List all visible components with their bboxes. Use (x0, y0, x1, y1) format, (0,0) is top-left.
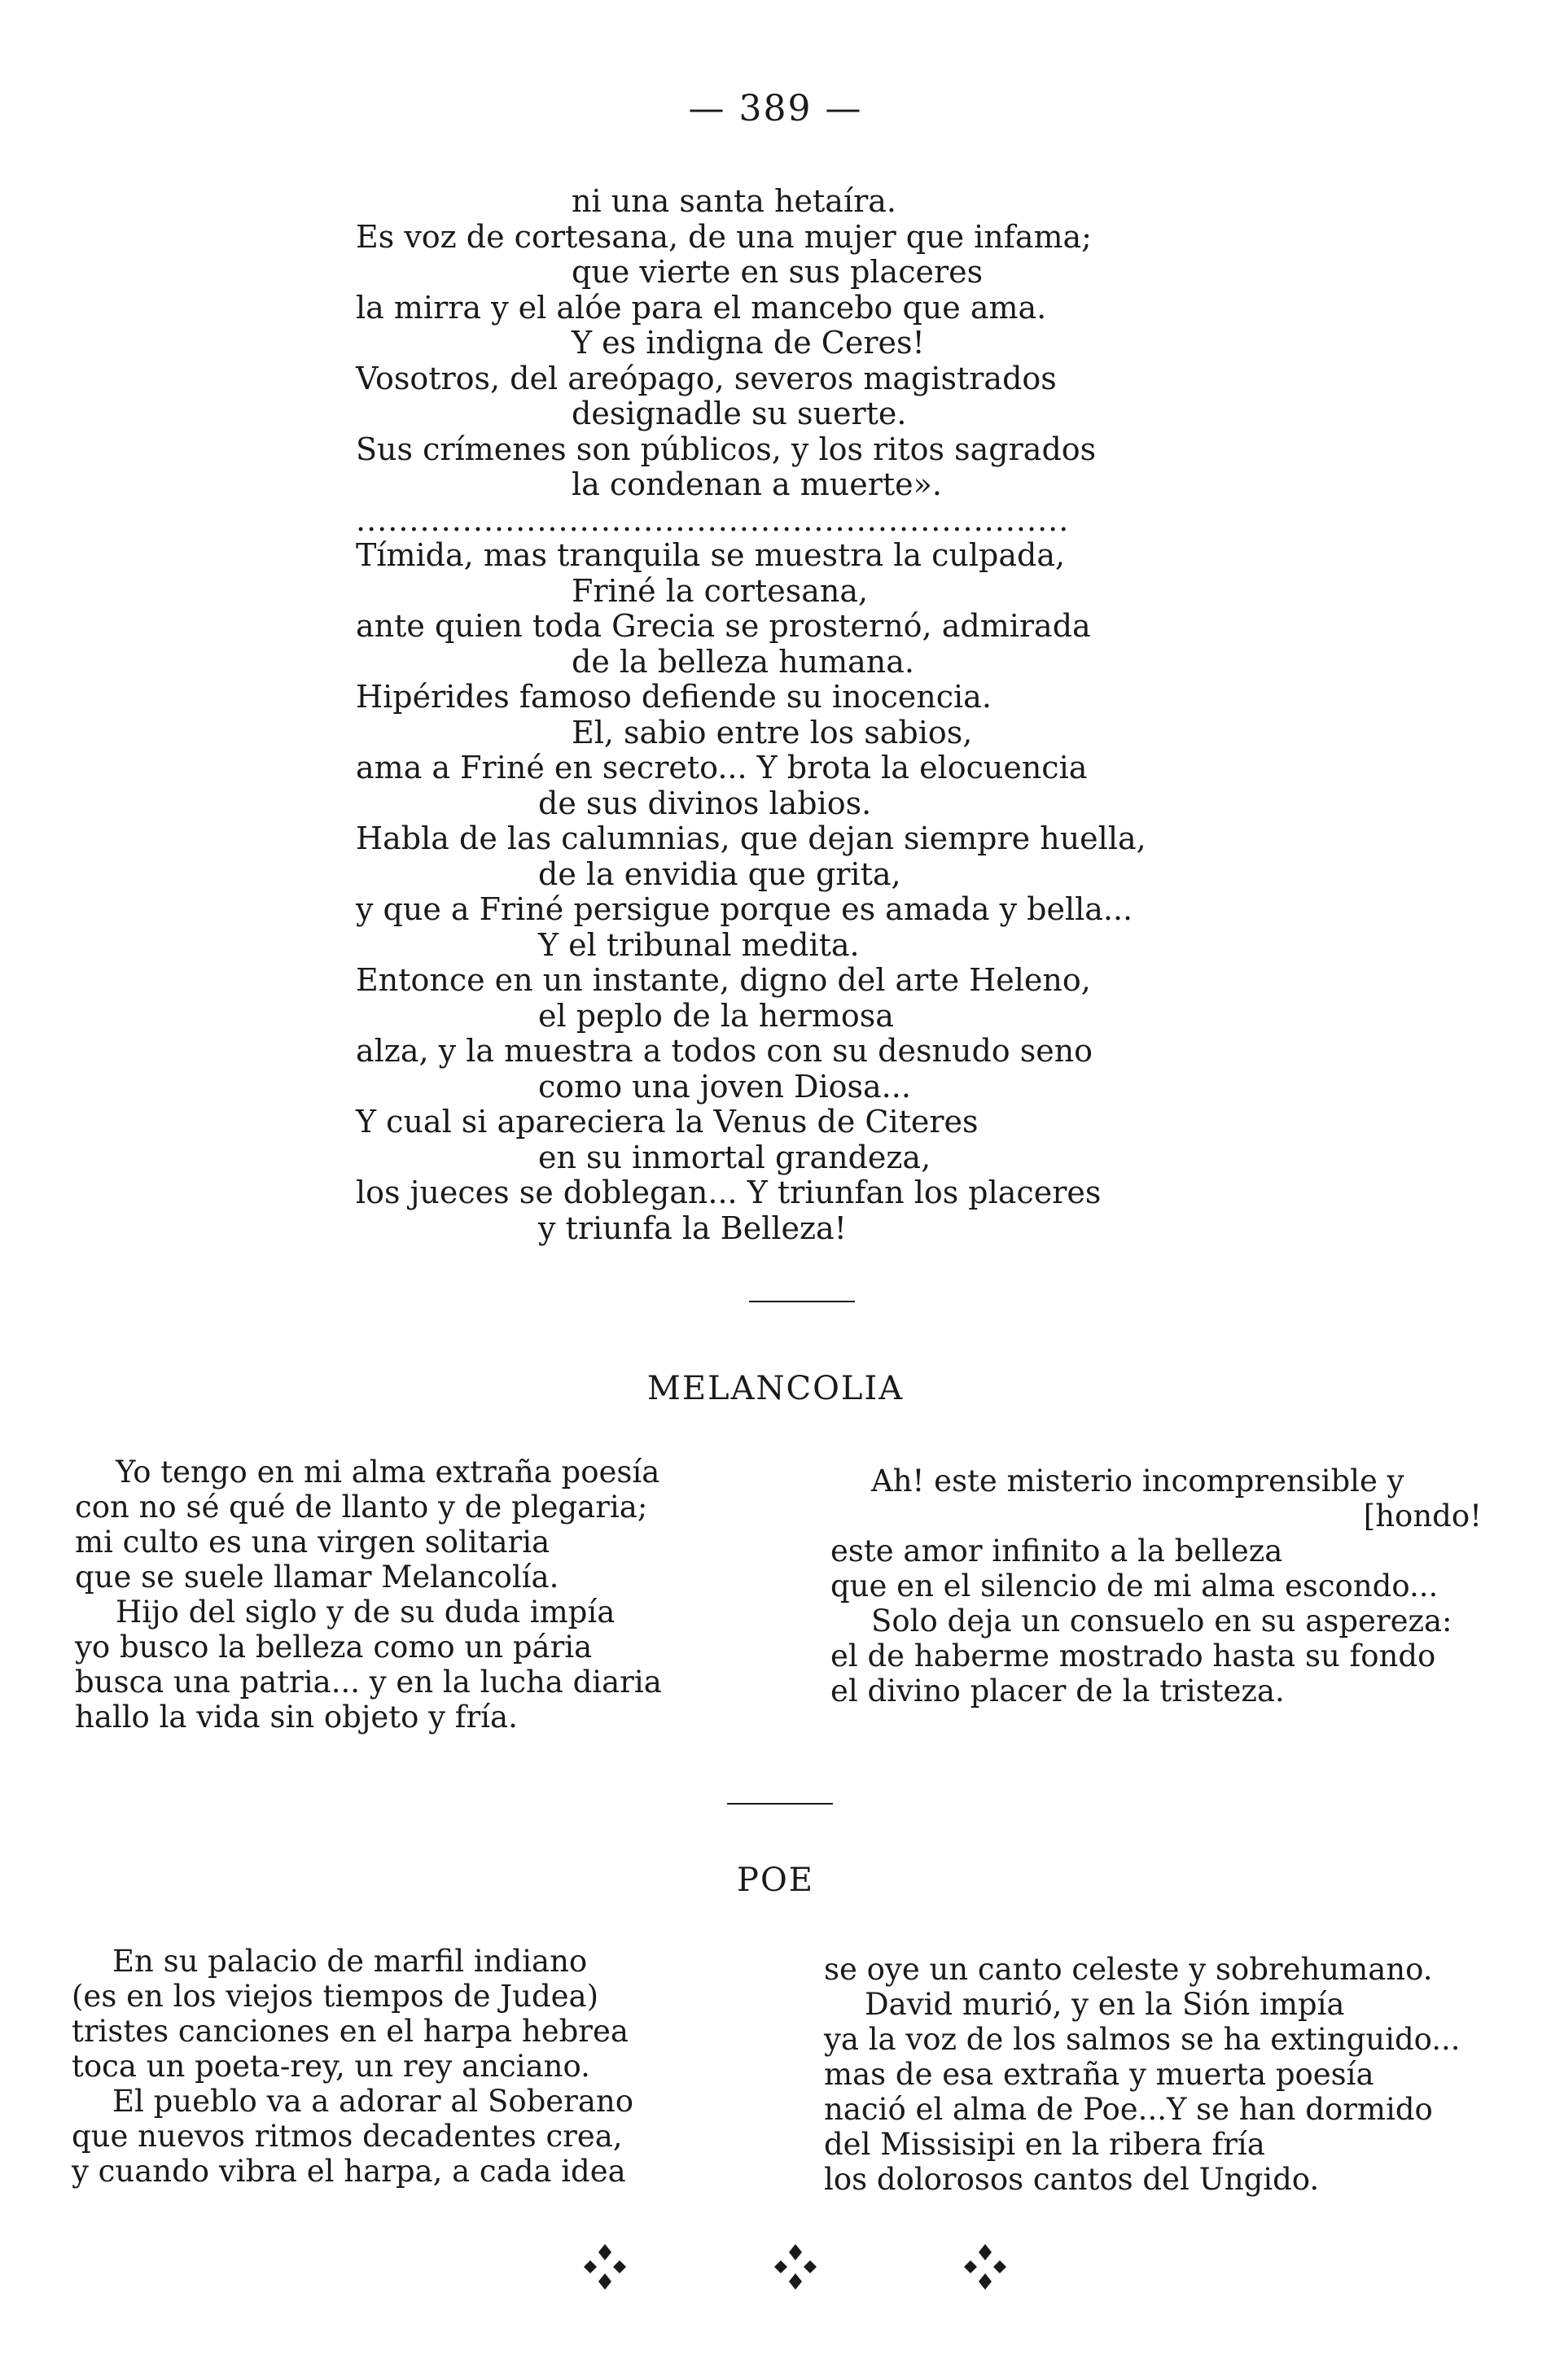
poem-line: se oye un canto celeste y sobrehumano. (824, 1952, 1433, 1987)
poem-line: el peplo de la hermosa (538, 997, 894, 1034)
poem-line: David murió, y en la Sión impía (865, 1987, 1345, 2022)
poem-line: mi culto es una virgen solitaria (75, 1525, 550, 1560)
poe-right-column (824, 1952, 1461, 2197)
poem-line: que en el silencio de mi alma escondo... (830, 1568, 1439, 1603)
separator-rule (727, 1803, 833, 1805)
melancolia-left-column (75, 1455, 662, 1735)
poem-line: Y cual si apareciera la Venus de Citeres (356, 1104, 979, 1140)
poem-line: Y el tribunal medita. (538, 926, 860, 963)
poem-line: el divino placer de la tristeza. (830, 1673, 1285, 1708)
diamond-ornament-icon (961, 2242, 1010, 2291)
poem-line: hallo la vida sin objeto y fría. (75, 1700, 518, 1735)
poem-line: mas de esa extraña y muerta poesía (824, 2057, 1374, 2092)
poem-line: de la envidia que grita, (538, 855, 901, 892)
poem-line: Solo deja un consuelo en su aspereza: (871, 1603, 1452, 1638)
poem-line: este amor infinito a la belleza (830, 1533, 1283, 1568)
poem-line: el de haberme mostrado hasta su fondo (830, 1638, 1436, 1673)
melancolia-right-column (830, 1463, 1482, 1708)
poem-line: El pueblo va a adorar al Soberano (112, 2084, 634, 2119)
section-title-melancolia: MELANCOLIA (646, 1370, 905, 1407)
poem-line-overflow: [hondo! (1363, 1498, 1482, 1533)
poem-line: ante quien toda Grecia se prosternó, admirada (356, 608, 1091, 644)
poem-line: que nuevos ritmos decadentes crea, (72, 2119, 623, 2154)
poem-line: ya la voz de los salmos se ha extinguido... (824, 2022, 1461, 2057)
poem-line: Sus crímenes son públicos, y los ritos sagrados (356, 431, 1097, 467)
poem-line: alza, y la muestra a todos con su desnudo seno (356, 1033, 1093, 1069)
poem-line: Ah! este misterio incomprensible y (871, 1463, 1404, 1498)
poem-line: Es voz de cortesana, de una mujer que infama; (356, 218, 1092, 255)
poem-line: Hijo del siglo y de su duda impía (116, 1595, 616, 1630)
poem-line: Y es indigna de Ceres! (572, 325, 925, 361)
poem-line: Yo tengo en mi alma extraña poesía (116, 1455, 660, 1490)
poem-line: busca una patria... y en la lucha diaria (75, 1665, 662, 1700)
diamond-ornament-icon (771, 2242, 820, 2291)
page-number: — 389 — (688, 88, 863, 129)
poem-line: en su inmortal grandeza, (538, 1139, 931, 1175)
poem-line: los jueces se doblegan... Y triunfan los placeres (356, 1175, 1102, 1210)
poem-line: En su palacio de marfil indiano (112, 1944, 588, 1979)
poem-line: Hipérides famoso defiende su inocencia. (356, 679, 992, 715)
poem-line: Tímida, mas tranquila se muestra la culpada, (356, 537, 1066, 573)
poem-line: los dolorosos cantos del Ungido. (824, 2162, 1320, 2197)
poem-line: ni una santa hetaíra. (572, 183, 896, 219)
poem-line: que se suele llamar Melancolía. (75, 1560, 559, 1595)
poem-line: Entonce en un instante, digno del arte Heleno, (356, 962, 1091, 998)
continuation-poem (356, 184, 1158, 1246)
ellipsis-dots: ................................................................... (356, 502, 1070, 538)
poem-line: nació el alma de Poe...Y se han dormido (824, 2092, 1433, 2127)
poem-line: de sus divinos labios. (538, 785, 872, 821)
poe-left-column (72, 1944, 633, 2189)
poem-line: la condenan a muerte». (572, 466, 942, 502)
poem-line: y triunfa la Belleza! (538, 1210, 847, 1246)
poem-line: con no sé qué de llanto y de plegaria; (75, 1490, 648, 1525)
poem-line: Vosotros, del areópago, severos magistrados (356, 360, 1057, 396)
poem-line: tristes canciones en el harpa hebrea (72, 2014, 629, 2049)
poem-line: y cuando vibra el harpa, a cada idea (72, 2154, 626, 2189)
poem-line: (es en los viejos tiempos de Judea) (72, 1979, 599, 2014)
poem-line: del Missisipi en la ribera fría (824, 2127, 1265, 2162)
poem-line: Friné la cortesana, (572, 572, 869, 609)
poem-line: que vierte en sus placeres (572, 254, 984, 290)
poem-line: de la belleza humana. (572, 643, 914, 680)
poem-line: ama a Friné en secreto... Y brota la elocuencia (356, 750, 1088, 785)
diamond-ornament-icon (581, 2242, 629, 2291)
poem-line: designadle su suerte. (572, 396, 907, 431)
poem-line: la mirra y el alóe para el mancebo que ama. (356, 289, 1047, 326)
poem-line: como una joven Diosa... (538, 1068, 911, 1105)
poem-line: y que a Friné persigue porque es amada y bella... (356, 891, 1133, 927)
poem-line: yo busco la belleza como un pária (75, 1630, 593, 1665)
section-title-poe: POE (737, 1862, 814, 1899)
poem-line: Habla de las calumnias, que dejan siempre huella, (356, 820, 1146, 856)
poem-line: El, sabio entre los sabios, (572, 714, 973, 750)
separator-rule (749, 1301, 855, 1302)
poem-line: toca un poeta-rey, un rey anciano. (72, 2049, 590, 2084)
